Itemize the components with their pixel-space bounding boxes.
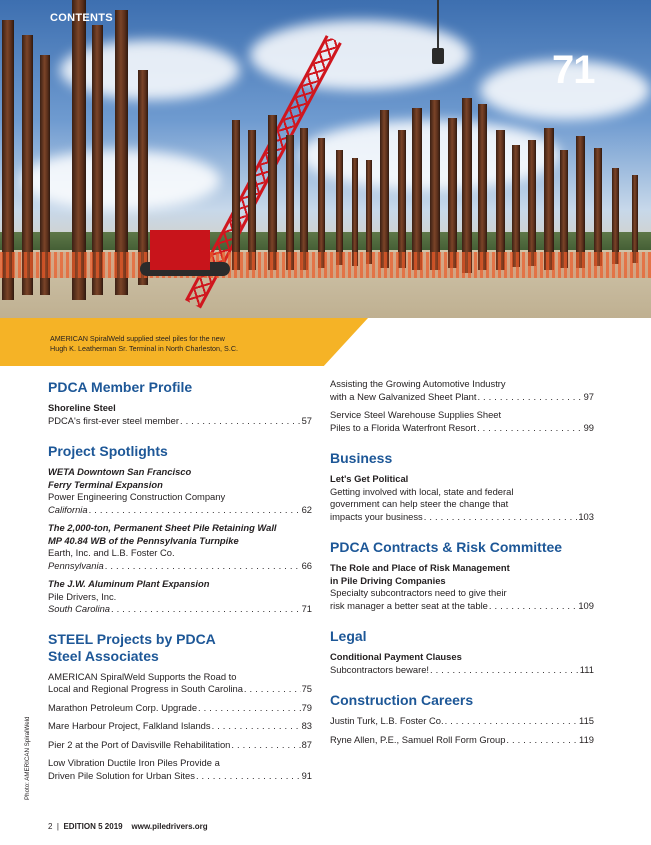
toc-left-column: [48, 378, 312, 788]
toc-entry[interactable]: Marathon Petroleum Corp. Upgrade . . . 79: [48, 702, 312, 715]
page-ref: 103: [578, 510, 594, 522]
toc-entry[interactable]: Service Steel Warehouse Supplies Sheet Piles to a Florida Waterfront Resort . . . 99: [330, 409, 594, 434]
page-ref: 66: [301, 559, 312, 571]
toc-entry[interactable]: The Role and Place of Risk Management in Pile Driving Companies Specialty subcontractors need to give their risk manager a better seat at the table . . . 109: [330, 562, 594, 612]
toc-entry[interactable]: The J.W. Aluminum Plant Expansion Pile Drivers, Inc. South Carolina . . . 71: [48, 578, 312, 616]
toc-entry[interactable]: WETA Downtown San Francisco Ferry Terminal Expansion Power Engineering Construction Company California . . . 62: [48, 466, 312, 516]
section-title-legal: Legal: [330, 628, 367, 644]
page-footer: 2 | EDITION 5 2019 www.piledrivers.org: [48, 822, 208, 831]
toc-entry[interactable]: Conditional Payment Clauses Subcontractors beware! . . . 111: [330, 651, 594, 676]
toc-entry[interactable]: AMERICAN SpiralWeld Supports the Road to Local and Regional Progress in South Carolina . . . 75: [48, 671, 312, 696]
footer-website[interactable]: www.piledrivers.org: [131, 822, 208, 831]
page-ref: 62: [301, 503, 312, 515]
page-number-large: 71: [552, 48, 595, 92]
toc-entry[interactable]: Assisting the Growing Automotive Industry with a New Galvanized Sheet Plant . . . 97: [330, 378, 594, 403]
page-ref: 87: [301, 738, 312, 750]
photo-caption: AMERICAN SpiralWeld supplied steel piles for the new Hugh K. Leatherman Sr. Terminal in North Charleston, S.C.: [50, 334, 239, 353]
toc-entry[interactable]: Low Vibration Ductile Iron Piles Provide a Driven Pile Solution for Urban Sites . . . 91: [48, 757, 312, 782]
page-ref: 111: [579, 663, 594, 675]
page-ref: 91: [301, 769, 312, 781]
section-title-steel-projects: STEEL Projects by PDCA Steel Associates: [48, 630, 216, 664]
toc-entry[interactable]: Let's Get Political Getting involved with local, state and federal government can help steer the change that impacts your business . . . 103: [330, 473, 594, 523]
section-title-member-profile: PDCA Member Profile: [48, 379, 193, 395]
section-title-project-spotlights: Project Spotlights: [48, 443, 168, 459]
page-ref: 97: [583, 390, 594, 402]
footer-page-number: 2: [48, 822, 53, 831]
crane-cab: [150, 230, 210, 270]
page-ref: 71: [301, 603, 312, 614]
toc-entry[interactable]: Shoreline Steel PDCA's first-ever steel member . . . 57: [48, 402, 312, 427]
page-ref: 109: [578, 599, 594, 611]
page-ref: 79: [301, 701, 312, 713]
crane-hook: [432, 48, 444, 64]
toc-entry[interactable]: Ryne Allen, P.E., Samuel Roll Form Group . . . 119: [330, 734, 594, 747]
toc-entry[interactable]: Justin Turk, L.B. Foster Co. . . . 115: [330, 715, 594, 728]
toc-entry[interactable]: The 2,000-ton, Permanent Sheet Pile Retaining Wall MP 40.84 WB of the Pennsylvania Turnpike Earth, Inc. and L.B. Foster Co. Pennsylvania . . . 66: [48, 522, 312, 572]
safety-fence: [0, 252, 651, 278]
page-ref: 115: [579, 715, 594, 726]
toc-entry[interactable]: Mare Harbour Project, Falkland Islands . . . 83: [48, 720, 312, 733]
page-ref: 83: [301, 720, 312, 731]
page-ref: 99: [583, 421, 594, 433]
page-ref: 75: [301, 683, 312, 694]
page-ref: 119: [579, 733, 594, 745]
footer-edition: EDITION 5 2019: [63, 822, 123, 831]
section-label: CONTENTS: [50, 12, 113, 24]
section-title-construction-careers: Construction Careers: [330, 692, 474, 708]
section-title-contracts-risk: PDCA Contracts & Risk Committee: [330, 539, 563, 555]
photo-credit: Photo: AMERICAN SpiralWeld: [24, 716, 31, 800]
page-ref: 57: [301, 414, 312, 426]
toc-right-column: [330, 378, 594, 752]
toc-entry[interactable]: Pier 2 at the Port of Davisville Rehabilitation . . . 87: [48, 739, 312, 752]
section-title-business: Business: [330, 450, 393, 466]
